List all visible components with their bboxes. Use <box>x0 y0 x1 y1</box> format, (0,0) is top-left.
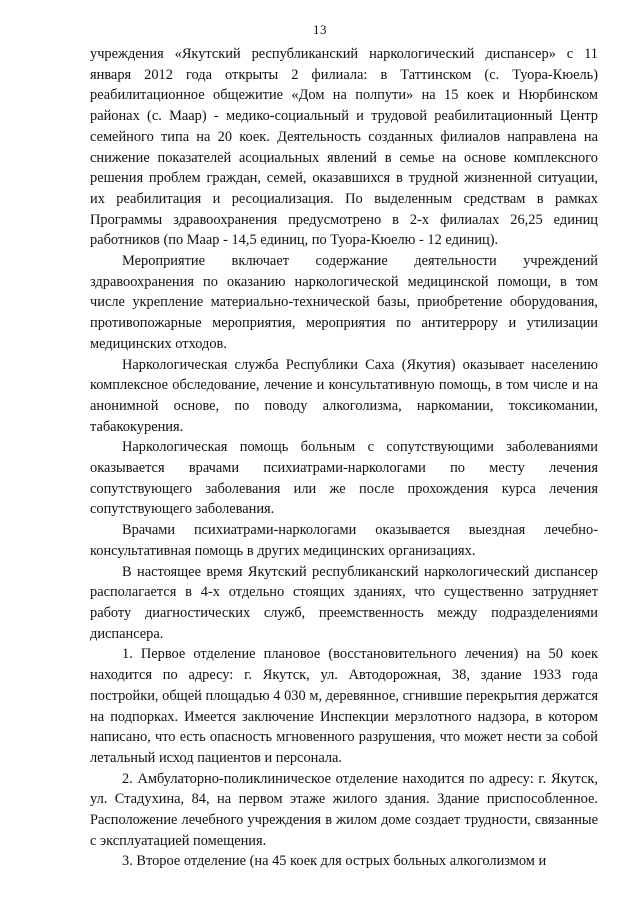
paragraph-5: Врачами психиатрами-наркологами оказывается выездная лечебно-консультативная помощь в других медицинских организациях. <box>90 522 598 559</box>
paragraph-4: Наркологическая помощь больным с сопутствующими заболеваниями оказывается врачами психиатрами-наркологами по месту лечения сопутствующего заболевания или же после прохождения курса лечения сопутствующего заболевания. <box>90 439 598 518</box>
paragraph-6: В настоящее время Якутский республиканский наркологический диспансер располагается в 4-х отдельно стоящих зданиях, что существенно затрудняет работу диагностических служб, преемственность между подразделениями диспансера. <box>90 563 598 642</box>
paragraph-3: Наркологическая служба Республики Саха (Якутия) оказывает населению комплексное обследование, лечение и консультативную помощь, в том числе и на анонимной основе, по поводу алкоголизма, наркомании, токсикомании, табакокурения. <box>90 356 598 435</box>
paragraph-7: 1. Первое отделение плановое (восстановительного лечения) на 50 коек находится по адресу: г. Якутск, ул. Автодорожная, 38, здание 1933 года постройки, общей площадью 4 030 м, деревянное, сгнившие перекрытия держатся на подпорках. Имеется заключение Инспекции мерзлотного надзора, в котором написано, что есть опасность мгновенного разрушения, что может нести за собой летальный исход пациентов и персонала. <box>90 646 598 766</box>
paragraph-8: 2. Амбулаторно-поликлиническое отделение находится по адресу: г. Якутск, ул. Стадухина, 84, на первом этаже жилого здания. Здание приспособленное. Расположение лечебного учреждения в жилом доме создает трудности, связанные с эксплуатацией помещения. <box>90 770 598 849</box>
document-body <box>90 44 598 872</box>
page-number: 13 <box>313 22 327 37</box>
paragraph-2: Мероприятие включает содержание деятельности учреждений здравоохранения по оказанию наркологической медицинской помощи, в том числе укрепление материально-технической базы, приобретение оборудования, противопожарные мероприятия, мероприятия по антитеррору и утилизации медицинских отходов. <box>90 253 598 352</box>
paragraph-1: учреждения «Якутский республиканский наркологический диспансер» с 11 января 2012 года открыты 2 филиала: в Таттинском (с. Туора-Кюель) реабилитационное общежитие «Дом на полпути» на 15 коек и Нюрбинском районах (с. Маар) - медико-социальный и трудовой реабилитационный Центр семейного типа на 20 коек. Деятельность созданных филиалов направлена на снижение показателей асоциальных явлений в семье на основе комплексного решения проблем граждан, семей, оказавшихся в трудной жизненной ситуации, их реабилитация и ресоциализация. По выделенным средствам в рамках Программы здравоохранения предусмотрено в 2-х филиалах 26,25 единиц работников (по Маар - 14,5 единиц, по Туора-Кюелю - 12 единиц). <box>90 46 598 249</box>
paragraph-9: 3. Второе отделение (на 45 коек для острых больных алкоголизмом и <box>122 853 547 870</box>
